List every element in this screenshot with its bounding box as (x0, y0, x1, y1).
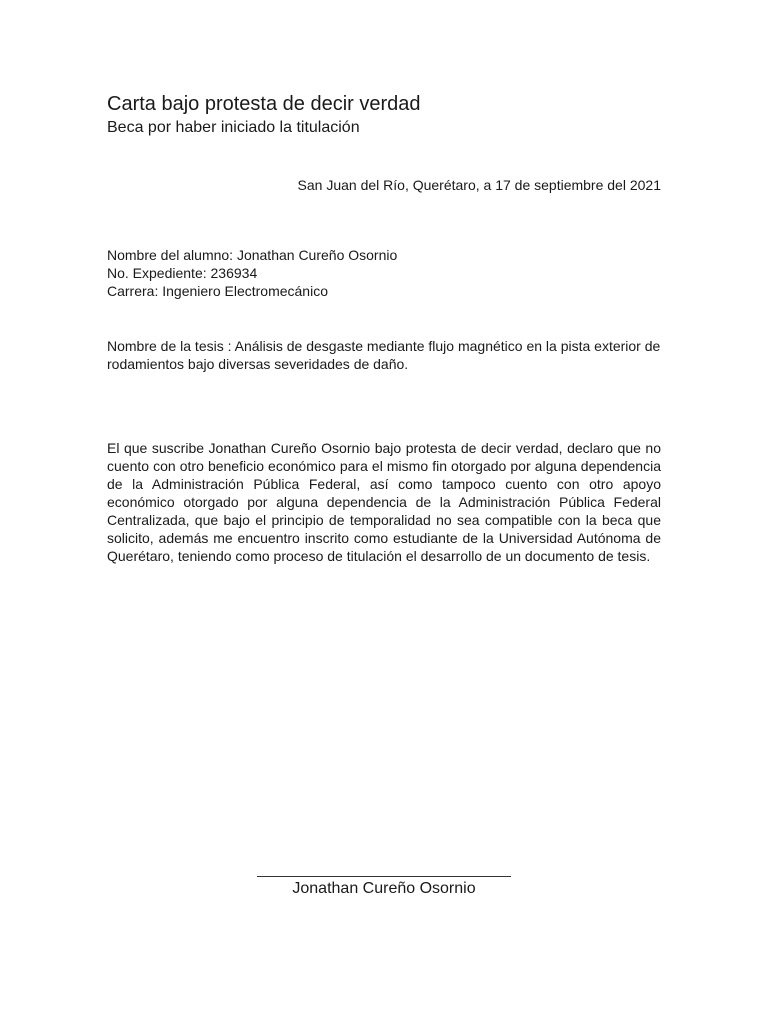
thesis-title-paragraph: Nombre de la tesis : Análisis de desgaste mediante flujo magnético en la pista exterior de rodamientos bajo diversas severidades de daño. (107, 338, 661, 372)
student-name-line: Nombre del alumno: Jonathan Cureño Osornio (107, 247, 398, 263)
place-and-date: San Juan del Río, Querétaro, a 17 de septiembre del 2021 (297, 177, 661, 193)
signature-line (257, 876, 511, 877)
student-file-number-line: No. Expediente: 236934 (107, 265, 258, 281)
letter-subtitle: Beca por haber iniciado la titulación (107, 119, 360, 136)
student-career-line: Carrera: Ingeniero Electromecánico (107, 283, 328, 299)
declaration-paragraph: El que suscribe Jonathan Cureño Osornio bajo protesta de decir verdad, declaro que no cuento con otro beneficio económico para el mismo fin otorgado por alguna dependencia de la Administración Pública Federal, así como tampoco cuento con otro apoyo económico otorgado por alguna dependencia de la Administración Pública Federal Centralizada, que bajo el principio de temporalidad no sea compatible con la beca que solicito, además me encuentro inscrito como estudiante de la Universidad Autónoma de Querétaro, teniendo como proceso de titulación el desarrollo de un documento de tesis. (107, 440, 661, 564)
letter-title: Carta bajo protesta de decir verdad (107, 93, 421, 115)
signature-name: Jonathan Cureño Osornio (292, 880, 476, 897)
student-info-block (107, 246, 397, 300)
